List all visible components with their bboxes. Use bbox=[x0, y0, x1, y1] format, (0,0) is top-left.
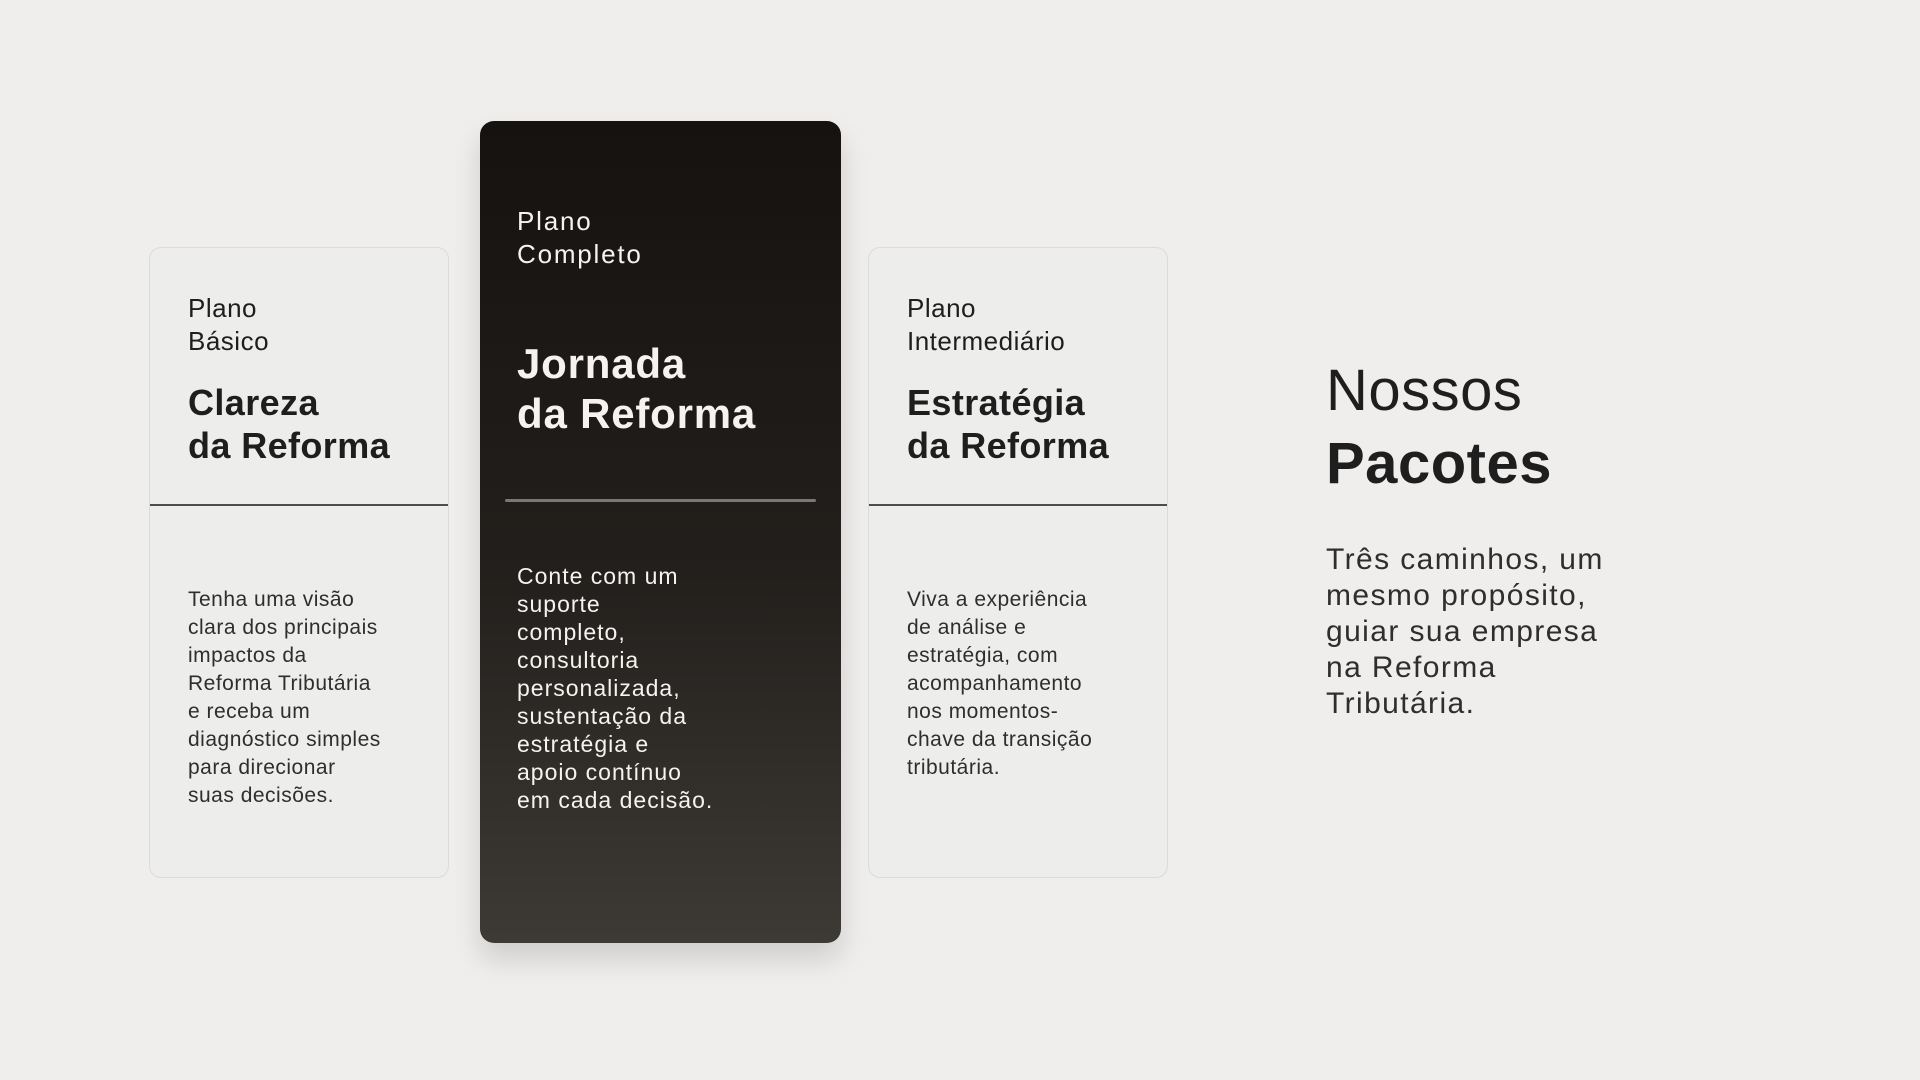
text-line: Tributária. bbox=[1326, 687, 1476, 720]
text-line: Plano bbox=[188, 293, 257, 323]
text-line: completo, bbox=[517, 619, 626, 645]
plan-label bbox=[188, 292, 411, 358]
text-line: mesmo propósito, bbox=[1326, 579, 1587, 612]
text-line: acompanhamento bbox=[907, 672, 1083, 695]
plan-title bbox=[517, 339, 804, 439]
card-divider bbox=[505, 499, 816, 502]
text-line: Estratégia bbox=[907, 382, 1086, 423]
section-title-line1: Nossos bbox=[1326, 358, 1523, 423]
plan-description bbox=[517, 562, 804, 814]
text-line: Básico bbox=[188, 326, 270, 356]
plan-label bbox=[907, 292, 1130, 358]
text-line: sustentação da bbox=[517, 703, 688, 729]
text-line: Plano bbox=[517, 206, 593, 236]
text-line: Intermediário bbox=[907, 326, 1066, 356]
text-line: Viva a experiência bbox=[907, 588, 1088, 611]
section-subtitle bbox=[1326, 542, 1706, 722]
text-line: Tenha uma visão bbox=[188, 588, 355, 611]
card-divider bbox=[869, 504, 1167, 506]
text-line: para direcionar bbox=[188, 756, 336, 779]
text-line: consultoria bbox=[517, 647, 640, 673]
plan-card-basico bbox=[149, 247, 449, 878]
text-line: chave da transição bbox=[907, 728, 1093, 751]
text-line: Reforma Tributária bbox=[188, 672, 371, 695]
section-intro bbox=[1326, 354, 1706, 722]
text-line: Conte com um bbox=[517, 563, 679, 589]
plan-title bbox=[907, 381, 1130, 467]
text-line: Três caminhos, um bbox=[1326, 543, 1604, 576]
text-line: suas decisões. bbox=[188, 784, 334, 807]
plan-title bbox=[188, 381, 411, 467]
text-line: suporte bbox=[517, 591, 601, 617]
plan-card-completo bbox=[480, 121, 841, 943]
plan-description bbox=[907, 586, 1130, 782]
text-line: apoio contínuo bbox=[517, 759, 682, 785]
text-line: da Reforma bbox=[907, 425, 1110, 466]
text-line: estratégia e bbox=[517, 731, 650, 757]
text-line: personalizada, bbox=[517, 675, 681, 701]
text-line: Plano bbox=[907, 293, 976, 323]
text-line: nos momentos- bbox=[907, 700, 1059, 723]
text-line: impactos da bbox=[188, 644, 307, 667]
text-line: tributária. bbox=[907, 756, 1001, 779]
text-line: na Reforma bbox=[1326, 651, 1497, 684]
text-line: da Reforma bbox=[188, 425, 391, 466]
plan-description bbox=[188, 586, 411, 810]
text-line: estratégia, com bbox=[907, 644, 1059, 667]
plan-card-intermediario bbox=[868, 247, 1168, 878]
text-line: Jornada bbox=[517, 340, 686, 387]
card-divider bbox=[150, 504, 448, 506]
plan-label bbox=[517, 205, 804, 271]
text-line: Clareza bbox=[188, 382, 319, 423]
text-line: em cada decisão. bbox=[517, 787, 714, 813]
text-line: da Reforma bbox=[517, 390, 757, 437]
text-line: Completo bbox=[517, 239, 643, 269]
section-title-line2: Pacotes bbox=[1326, 431, 1552, 496]
text-line: diagnóstico simples bbox=[188, 728, 381, 751]
text-line: clara dos principais bbox=[188, 616, 378, 639]
section-title bbox=[1326, 354, 1706, 500]
text-line: e receba um bbox=[188, 700, 311, 723]
text-line: de análise e bbox=[907, 616, 1027, 639]
text-line: guiar sua empresa bbox=[1326, 615, 1599, 648]
